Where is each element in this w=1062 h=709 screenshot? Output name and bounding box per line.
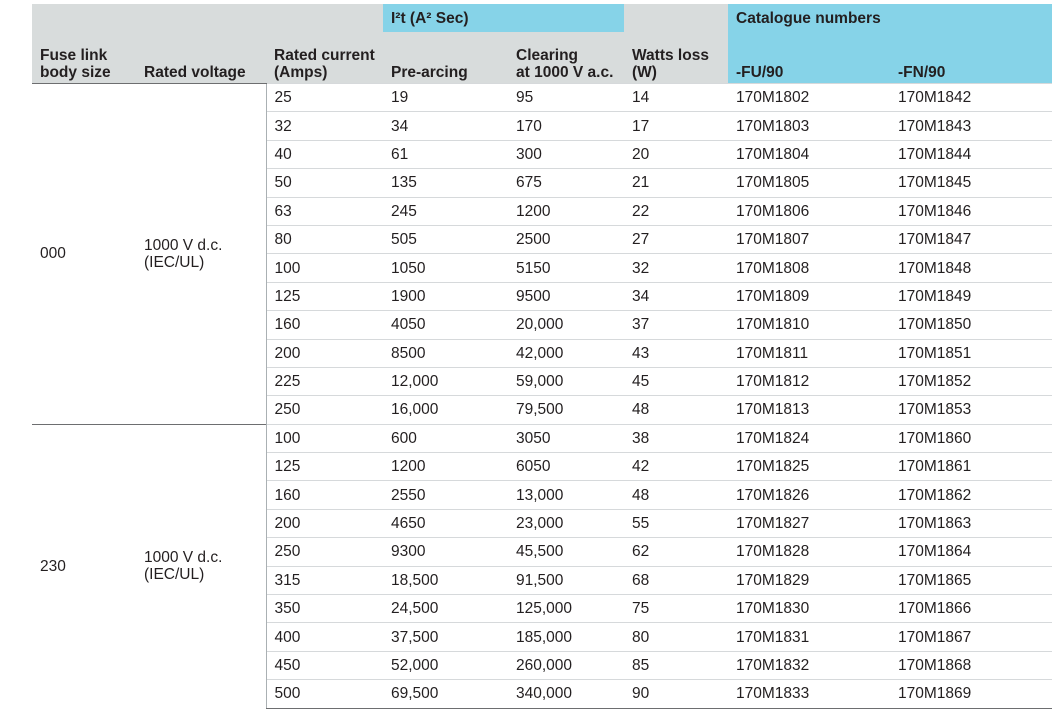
header-rated-voltage: Rated voltage (136, 4, 266, 84)
cell-watts-loss: 21 (624, 169, 728, 197)
cell-catalogue-fn90: 170M1868 (890, 651, 1052, 679)
cell-pre-arcing: 9300 (383, 538, 508, 566)
cell-pre-arcing: 505 (383, 225, 508, 253)
cell-rated-current: 100 (266, 424, 383, 452)
cell-pre-arcing: 61 (383, 140, 508, 168)
cell-clearing: 91,500 (508, 566, 624, 594)
cell-clearing: 185,000 (508, 623, 624, 651)
cell-catalogue-fu90: 170M1802 (728, 84, 890, 112)
cell-clearing: 3050 (508, 424, 624, 452)
cell-rated-current: 63 (266, 197, 383, 225)
cell-pre-arcing: 8500 (383, 339, 508, 367)
cell-pre-arcing: 600 (383, 424, 508, 452)
cell-rated-voltage-line1: 1000 V d.c. (144, 236, 223, 254)
cell-rated-voltage-line2: (IEC/UL) (144, 253, 205, 271)
cell-catalogue-fu90: 170M1804 (728, 140, 890, 168)
cell-catalogue-fn90: 170M1861 (890, 453, 1052, 481)
cell-rated-current: 200 (266, 509, 383, 537)
cell-watts-loss: 32 (624, 254, 728, 282)
cell-catalogue-fu90: 170M1825 (728, 453, 890, 481)
cell-watts-loss: 45 (624, 367, 728, 395)
cell-rated-current: 32 (266, 112, 383, 140)
cell-catalogue-fu90: 170M1831 (728, 623, 890, 651)
cell-rated-current: 315 (266, 566, 383, 594)
cell-catalogue-fu90: 170M1813 (728, 396, 890, 424)
cell-catalogue-fu90: 170M1828 (728, 538, 890, 566)
cell-clearing: 260,000 (508, 651, 624, 679)
header-watts-loss-line2: (W) (632, 64, 657, 81)
cell-rated-current: 50 (266, 169, 383, 197)
fuse-specification-table (32, 4, 1052, 709)
cell-catalogue-fu90: 170M1829 (728, 566, 890, 594)
cell-catalogue-fn90: 170M1866 (890, 595, 1052, 623)
cell-watts-loss: 27 (624, 225, 728, 253)
cell-pre-arcing: 245 (383, 197, 508, 225)
cell-catalogue-fn90: 170M1844 (890, 140, 1052, 168)
cell-watts-loss: 20 (624, 140, 728, 168)
cell-catalogue-fu90: 170M1803 (728, 112, 890, 140)
cell-watts-loss: 48 (624, 396, 728, 424)
cell-rated-voltage (136, 84, 266, 425)
cell-pre-arcing: 16,000 (383, 396, 508, 424)
cell-watts-loss: 62 (624, 538, 728, 566)
cell-pre-arcing: 69,500 (383, 680, 508, 708)
cell-watts-loss: 68 (624, 566, 728, 594)
cell-rated-current: 450 (266, 651, 383, 679)
cell-watts-loss: 22 (624, 197, 728, 225)
cell-catalogue-fu90: 170M1826 (728, 481, 890, 509)
cell-catalogue-fu90: 170M1809 (728, 282, 890, 310)
cell-pre-arcing: 1900 (383, 282, 508, 310)
cell-pre-arcing: 2550 (383, 481, 508, 509)
cell-pre-arcing: 4650 (383, 509, 508, 537)
cell-clearing: 2500 (508, 225, 624, 253)
cell-body-size: 230 (32, 424, 136, 708)
cell-catalogue-fu90: 170M1833 (728, 680, 890, 708)
cell-watts-loss: 34 (624, 282, 728, 310)
cell-catalogue-fn90: 170M1842 (890, 84, 1052, 112)
cell-catalogue-fn90: 170M1847 (890, 225, 1052, 253)
cell-clearing: 79,500 (508, 396, 624, 424)
cell-pre-arcing: 4050 (383, 311, 508, 339)
cell-clearing: 6050 (508, 453, 624, 481)
cell-watts-loss: 48 (624, 481, 728, 509)
cell-catalogue-fn90: 170M1863 (890, 509, 1052, 537)
cell-clearing: 13,000 (508, 481, 624, 509)
header-clearing-line1: Clearing (516, 47, 579, 64)
cell-clearing: 675 (508, 169, 624, 197)
cell-watts-loss: 55 (624, 509, 728, 537)
cell-pre-arcing: 37,500 (383, 623, 508, 651)
header-fn90: -FN/90 (890, 32, 1052, 84)
cell-catalogue-fn90: 170M1850 (890, 311, 1052, 339)
cell-pre-arcing: 34 (383, 112, 508, 140)
cell-catalogue-fu90: 170M1810 (728, 311, 890, 339)
cell-clearing: 42,000 (508, 339, 624, 367)
cell-rated-current: 25 (266, 84, 383, 112)
cell-rated-current: 100 (266, 254, 383, 282)
header-body-size-line2: body size (40, 64, 111, 81)
cell-clearing: 5150 (508, 254, 624, 282)
cell-clearing: 1200 (508, 197, 624, 225)
cell-clearing: 20,000 (508, 311, 624, 339)
cell-watts-loss: 80 (624, 623, 728, 651)
cell-rated-current: 500 (266, 680, 383, 708)
header-watts-loss-line1: Watts loss (632, 47, 709, 64)
cell-rated-current: 125 (266, 453, 383, 481)
table-body (32, 84, 1052, 709)
cell-clearing: 59,000 (508, 367, 624, 395)
header-rated-current-line1: Rated current (274, 47, 375, 64)
table-row (32, 84, 1052, 112)
cell-catalogue-fu90: 170M1812 (728, 367, 890, 395)
header-pre-arcing: Pre-arcing (383, 32, 508, 84)
cell-catalogue-fu90: 170M1832 (728, 651, 890, 679)
cell-rated-voltage (136, 424, 266, 708)
cell-catalogue-fu90: 170M1805 (728, 169, 890, 197)
header-body-size (32, 4, 136, 84)
cell-rated-voltage-line2: (IEC/UL) (144, 566, 205, 584)
cell-pre-arcing: 12,000 (383, 367, 508, 395)
cell-catalogue-fu90: 170M1807 (728, 225, 890, 253)
cell-pre-arcing: 1050 (383, 254, 508, 282)
header-i2t: I²t (A² Sec) (383, 4, 624, 32)
cell-watts-loss: 42 (624, 453, 728, 481)
cell-catalogue-fu90: 170M1806 (728, 197, 890, 225)
cell-watts-loss: 90 (624, 680, 728, 708)
cell-rated-current: 40 (266, 140, 383, 168)
header-rated-current (266, 4, 383, 84)
cell-catalogue-fn90: 170M1862 (890, 481, 1052, 509)
cell-rated-current: 350 (266, 595, 383, 623)
cell-rated-current: 250 (266, 538, 383, 566)
cell-clearing: 45,500 (508, 538, 624, 566)
header-clearing-line2: at 1000 V a.c. (516, 64, 614, 81)
cell-pre-arcing: 52,000 (383, 651, 508, 679)
cell-catalogue-fu90: 170M1830 (728, 595, 890, 623)
cell-catalogue-fn90: 170M1848 (890, 254, 1052, 282)
cell-pre-arcing: 18,500 (383, 566, 508, 594)
cell-rated-current: 225 (266, 367, 383, 395)
cell-catalogue-fn90: 170M1860 (890, 424, 1052, 452)
cell-clearing: 340,000 (508, 680, 624, 708)
cell-watts-loss: 43 (624, 339, 728, 367)
cell-catalogue-fn90: 170M1846 (890, 197, 1052, 225)
cell-pre-arcing: 24,500 (383, 595, 508, 623)
header-fu90: -FU/90 (728, 32, 890, 84)
cell-catalogue-fn90: 170M1853 (890, 396, 1052, 424)
cell-catalogue-fn90: 170M1852 (890, 367, 1052, 395)
cell-catalogue-fu90: 170M1824 (728, 424, 890, 452)
cell-clearing: 300 (508, 140, 624, 168)
cell-catalogue-fn90: 170M1845 (890, 169, 1052, 197)
cell-rated-current: 80 (266, 225, 383, 253)
cell-catalogue-fn90: 170M1869 (890, 680, 1052, 708)
cell-pre-arcing: 19 (383, 84, 508, 112)
cell-clearing: 9500 (508, 282, 624, 310)
header-clearing (508, 32, 624, 84)
header-rated-current-line2: (Amps) (274, 64, 328, 81)
cell-catalogue-fu90: 170M1808 (728, 254, 890, 282)
cell-catalogue-fu90: 170M1811 (728, 339, 890, 367)
table-row (32, 424, 1052, 452)
cell-clearing: 170 (508, 112, 624, 140)
cell-watts-loss: 85 (624, 651, 728, 679)
cell-clearing: 23,000 (508, 509, 624, 537)
cell-watts-loss: 17 (624, 112, 728, 140)
cell-catalogue-fu90: 170M1827 (728, 509, 890, 537)
cell-catalogue-fn90: 170M1865 (890, 566, 1052, 594)
cell-rated-current: 125 (266, 282, 383, 310)
cell-rated-current: 400 (266, 623, 383, 651)
cell-body-size: 000 (32, 84, 136, 425)
cell-rated-current: 160 (266, 481, 383, 509)
cell-clearing: 125,000 (508, 595, 624, 623)
header-catalogue-numbers: Catalogue numbers (728, 4, 1052, 32)
cell-catalogue-fn90: 170M1851 (890, 339, 1052, 367)
cell-watts-loss: 14 (624, 84, 728, 112)
cell-watts-loss: 38 (624, 424, 728, 452)
cell-catalogue-fn90: 170M1849 (890, 282, 1052, 310)
cell-catalogue-fn90: 170M1843 (890, 112, 1052, 140)
cell-rated-voltage-line1: 1000 V d.c. (144, 549, 223, 567)
cell-rated-current: 160 (266, 311, 383, 339)
header-watts-loss (624, 4, 728, 84)
cell-clearing: 95 (508, 84, 624, 112)
header-body-size-line1: Fuse link (40, 47, 108, 64)
cell-rated-current: 250 (266, 396, 383, 424)
cell-catalogue-fn90: 170M1864 (890, 538, 1052, 566)
cell-pre-arcing: 135 (383, 169, 508, 197)
cell-rated-current: 200 (266, 339, 383, 367)
cell-catalogue-fn90: 170M1867 (890, 623, 1052, 651)
cell-watts-loss: 75 (624, 595, 728, 623)
cell-pre-arcing: 1200 (383, 453, 508, 481)
cell-watts-loss: 37 (624, 311, 728, 339)
